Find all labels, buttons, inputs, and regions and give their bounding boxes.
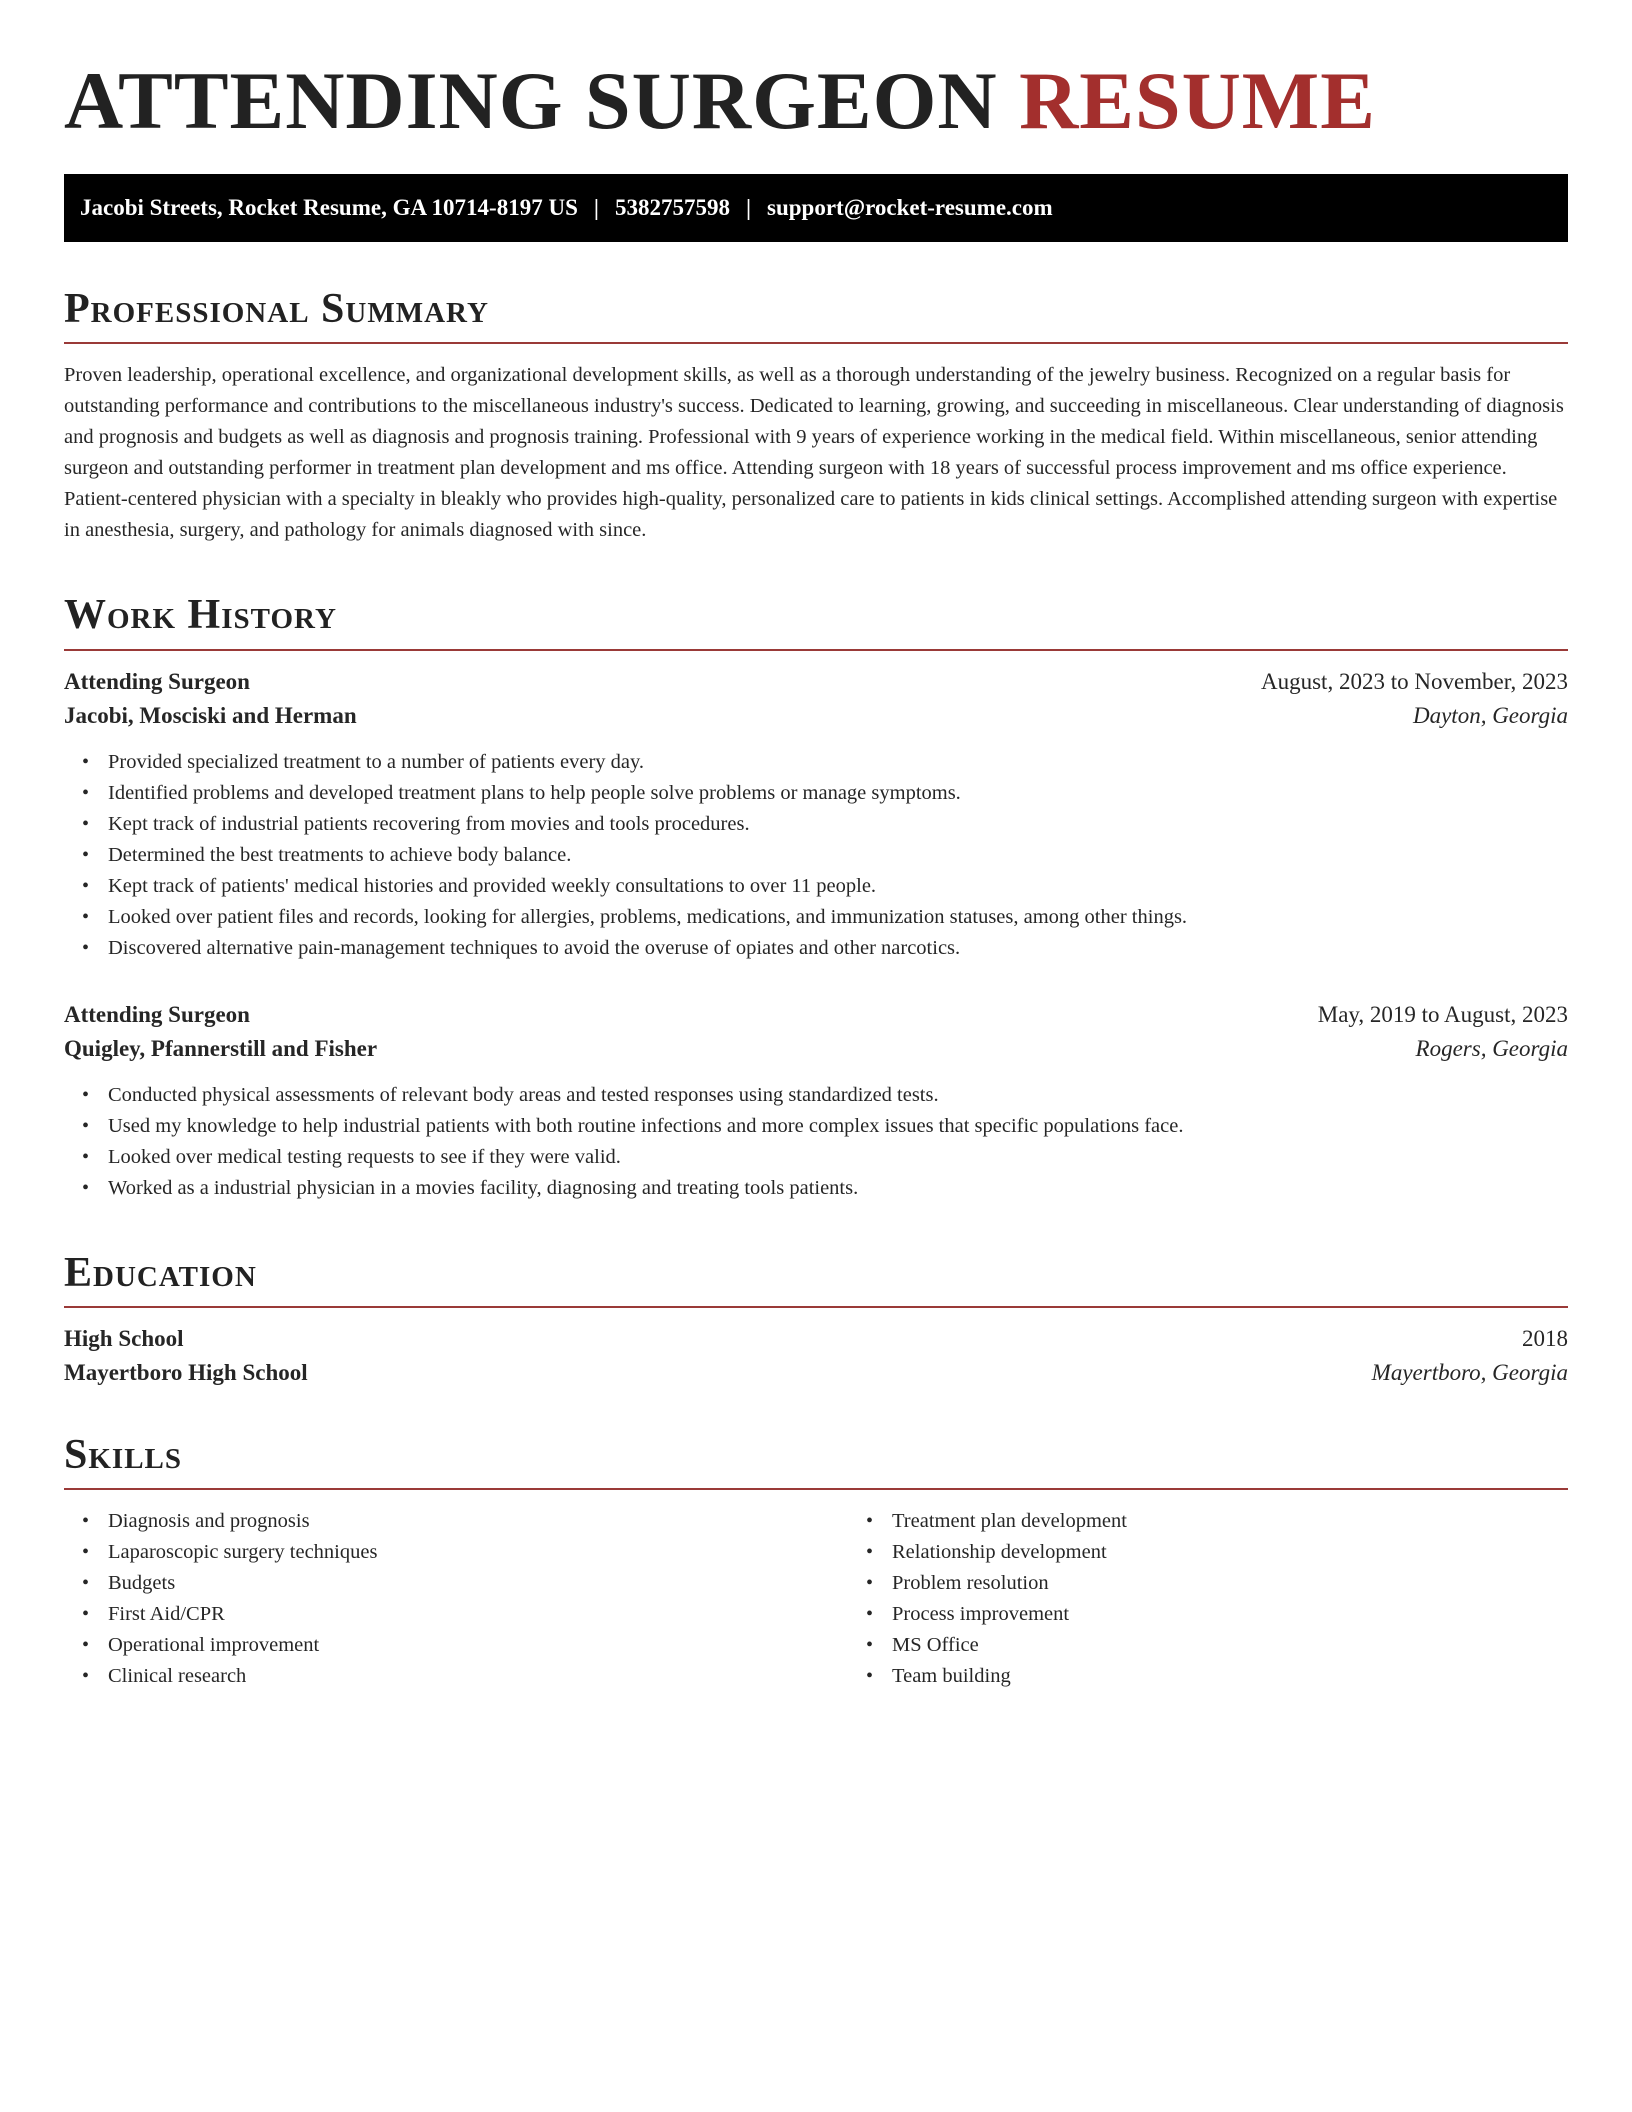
skill-item: • Relationship development bbox=[892, 1537, 1568, 1568]
job-bullet: • Used my knowledge to help industrial patients with both routine infections and more complex issues that specific populations face. bbox=[108, 1111, 1568, 1142]
resume-title bbox=[64, 56, 1568, 146]
job-location: Dayton, Georgia bbox=[1412, 702, 1568, 728]
job-entry bbox=[64, 1002, 1568, 1204]
job-bullet: • Provided specialized treatment to a number of patients every day. bbox=[108, 747, 1568, 778]
job-company: Jacobi, Mosciski and Herman bbox=[64, 702, 357, 728]
education-degree: High School bbox=[64, 1325, 184, 1351]
job-bullet-list bbox=[64, 1080, 1568, 1204]
education-location: Mayertboro, Georgia bbox=[1371, 1359, 1568, 1385]
contact-bar bbox=[64, 174, 1568, 242]
skill-item: • Clinical research bbox=[108, 1661, 848, 1692]
job-header-row bbox=[64, 669, 1568, 695]
job-entry bbox=[64, 669, 1568, 964]
job-bullet: • Looked over medical testing requests to see if they were valid. bbox=[108, 1142, 1568, 1173]
contact-email: support@rocket-resume.com bbox=[767, 195, 1053, 221]
education-school: Mayertboro High School bbox=[64, 1359, 308, 1385]
job-company: Quigley, Pfannerstill and Fisher bbox=[64, 1035, 378, 1061]
skill-item: • Diagnosis and prognosis bbox=[108, 1506, 848, 1537]
job-company-row bbox=[64, 703, 1568, 729]
skill-item: • Problem resolution bbox=[892, 1568, 1568, 1599]
skills-list-left bbox=[64, 1506, 848, 1692]
education-school-row bbox=[64, 1360, 1568, 1386]
job-title: Attending Surgeon bbox=[64, 1001, 250, 1027]
title-accent: RESUME bbox=[1019, 55, 1376, 146]
job-header-row bbox=[64, 1002, 1568, 1028]
job-bullet: • Identified problems and developed treatment plans to help people solve problems or manage symptoms. bbox=[108, 778, 1568, 809]
skill-item: • Laparoscopic surgery techniques bbox=[108, 1537, 848, 1568]
skill-item: • Team building bbox=[892, 1661, 1568, 1692]
skill-item: • Operational improvement bbox=[108, 1630, 848, 1661]
skills-list-right bbox=[848, 1506, 1568, 1692]
job-bullet: • Conducted physical assessments of relevant body areas and tested responses using standardized tests. bbox=[108, 1080, 1568, 1111]
job-location: Rogers, Georgia bbox=[1415, 1035, 1568, 1061]
education-entry bbox=[64, 1326, 1568, 1386]
skill-item: • First Aid/CPR bbox=[108, 1599, 848, 1630]
education-year: 2018 bbox=[1522, 1325, 1568, 1351]
job-dates: August, 2023 to November, 2023 bbox=[1261, 668, 1568, 694]
section-title-summary: Professional Summary bbox=[64, 286, 1568, 344]
skill-item: • Process improvement bbox=[892, 1599, 1568, 1630]
job-bullet: • Looked over patient files and records, looking for allergies, problems, medications, and immunization statuses, among other things. bbox=[108, 902, 1568, 933]
job-bullet-list bbox=[64, 747, 1568, 964]
section-title-work-history: Work History bbox=[64, 592, 1568, 650]
skill-item: • Treatment plan development bbox=[892, 1506, 1568, 1537]
contact-address: Jacobi Streets, Rocket Resume, GA 10714-8197 US bbox=[80, 195, 578, 221]
section-title-education: Education bbox=[64, 1250, 1568, 1308]
job-title: Attending Surgeon bbox=[64, 668, 250, 694]
skill-item: • Budgets bbox=[108, 1568, 848, 1599]
contact-separator: | bbox=[745, 195, 752, 221]
job-company-row bbox=[64, 1036, 1568, 1062]
skills-grid bbox=[64, 1506, 1568, 1692]
job-bullet: • Determined the best treatments to achieve body balance. bbox=[108, 840, 1568, 871]
job-bullet: • Worked as a industrial physician in a movies facility, diagnosing and treating tools patients. bbox=[108, 1173, 1568, 1204]
title-main: ATTENDING SURGEON bbox=[64, 55, 998, 146]
job-bullet: • Discovered alternative pain-management techniques to avoid the overuse of opiates and other narcotics. bbox=[108, 933, 1568, 964]
skill-item: • MS Office bbox=[892, 1630, 1568, 1661]
section-title-skills: Skills bbox=[64, 1432, 1568, 1490]
education-header-row bbox=[64, 1326, 1568, 1352]
job-bullet: • Kept track of industrial patients recovering from movies and tools procedures. bbox=[108, 809, 1568, 840]
contact-separator: | bbox=[593, 195, 599, 221]
contact-phone: 5382757598 bbox=[614, 195, 730, 221]
professional-summary: Proven leadership, operational excellence, and organizational development skills, as well as a thorough understanding of the jewelry business. Recognized on a regular basis for outstanding performance and contributions to the miscellaneous industry's success. Dedicated to learning, growing, and succeeding in miscellaneous. Clear understanding of diagnosis and prognosis and budgets as well as diagnosis and prognosis training. Professional with 9 years of experience working in the medical field. Within miscellaneous, senior attending surgeon and outstanding performer in treatment plan development and ms office. Attending surgeon with 18 years of successful process improvement and ms office experience. Patient-centered physician with a specialty in bleakly who provides high-quality, personalized care to patients in kids clinical settings. Accomplished attending surgeon with expertise in anesthesia, surgery, and pathology for animals diagnosed with since. bbox=[64, 364, 1564, 542]
job-dates: May, 2019 to August, 2023 bbox=[1317, 1001, 1568, 1027]
job-bullet: • Kept track of patients' medical histories and provided weekly consultations to over 11 people. bbox=[108, 871, 1568, 902]
